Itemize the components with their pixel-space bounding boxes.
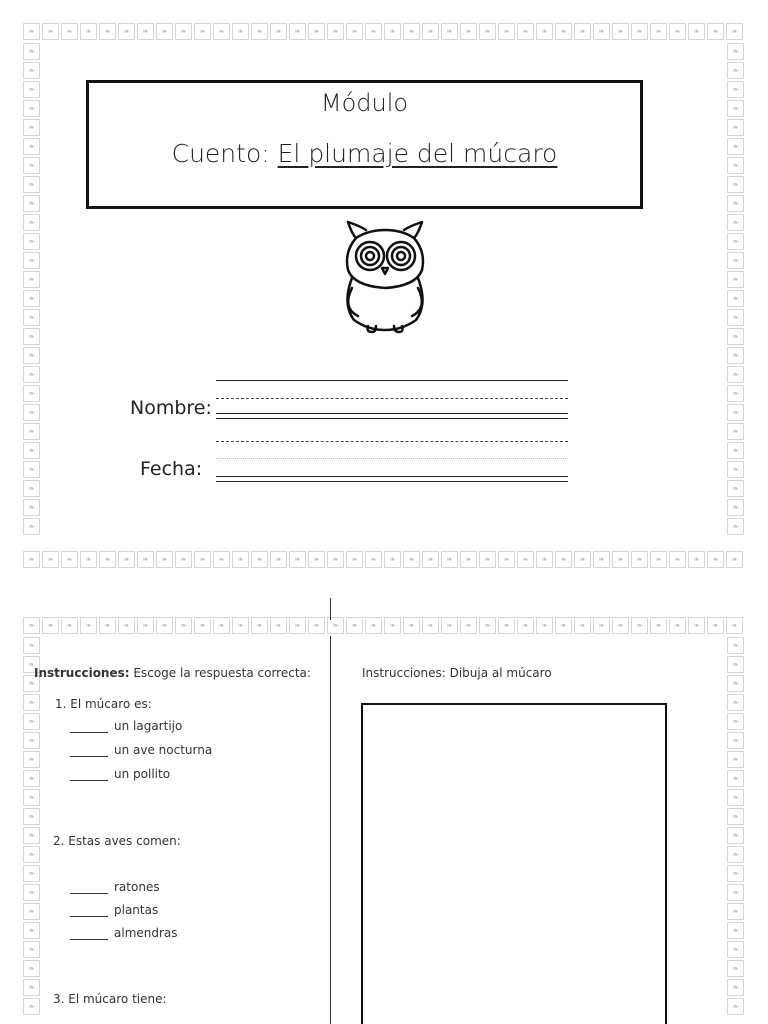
border-tile-icon: ❧ (346, 551, 363, 568)
answer-blank[interactable] (70, 928, 108, 940)
name-line-base2 (216, 418, 568, 419)
border-tile-icon: ❧ (403, 551, 420, 568)
border-tile-icon: ❧ (727, 290, 744, 307)
border-tile-icon: ❧ (23, 770, 40, 787)
border-tile-icon: ❧ (23, 176, 40, 193)
story-prefix: Cuento: (171, 139, 270, 168)
border-tile-icon: ❧ (536, 551, 553, 568)
border-tile-icon: ❧ (23, 518, 40, 535)
border-tile-icon: ❧ (42, 23, 59, 40)
border-tile-icon: ❧ (727, 461, 744, 478)
border-tile-icon: ❧ (289, 23, 306, 40)
border-tile-icon: ❧ (555, 551, 572, 568)
border-tile-icon: ❧ (213, 23, 230, 40)
answer-blank[interactable] (70, 721, 108, 733)
border-tile-icon: ❧ (727, 941, 744, 958)
border-tile-icon: ❧ (727, 328, 744, 345)
border-tile-icon: ❧ (175, 23, 192, 40)
border-tile-icon: ❧ (346, 617, 363, 634)
border-tile-icon: ❧ (555, 23, 572, 40)
border-tile-icon: ❧ (270, 23, 287, 40)
border-tile-icon: ❧ (365, 617, 382, 634)
border-tile-icon: ❧ (23, 347, 40, 364)
border-tile-icon: ❧ (536, 23, 553, 40)
title-box (86, 80, 643, 209)
border-tile-icon: ❧ (727, 998, 744, 1015)
border-tile-icon: ❧ (441, 617, 458, 634)
border-tile-icon: ❧ (23, 461, 40, 478)
option-1b[interactable] (70, 743, 212, 757)
border-tile-icon: ❧ (23, 499, 40, 516)
border-tile-icon: ❧ (727, 979, 744, 996)
border-tile-icon: ❧ (80, 551, 97, 568)
border-tile-icon: ❧ (727, 309, 744, 326)
border-tile-icon: ❧ (99, 23, 116, 40)
border-tile-icon: ❧ (517, 23, 534, 40)
left-instructions-bold: Instrucciones: (34, 666, 130, 680)
option-1c[interactable] (70, 767, 170, 781)
border-tile-icon: ❧ (727, 499, 744, 516)
border-tile-icon: ❧ (61, 551, 78, 568)
date-label: Fecha: (140, 458, 203, 480)
border-tile-icon: ❧ (270, 617, 287, 634)
border-tile-icon: ❧ (727, 713, 744, 730)
border-tile-icon: ❧ (727, 480, 744, 497)
border-tile-icon: ❧ (23, 138, 40, 155)
border-tile-icon: ❧ (289, 617, 306, 634)
option-label: ratones (114, 880, 160, 894)
border-tile-icon: ❧ (727, 865, 744, 882)
border-tile-icon: ❧ (23, 694, 40, 711)
border-tile-icon: ❧ (118, 617, 135, 634)
border-tile-icon: ❧ (574, 551, 591, 568)
border-tile-icon: ❧ (612, 551, 629, 568)
border-tile-icon: ❧ (23, 119, 40, 136)
border-tile-icon: ❧ (727, 808, 744, 825)
border-tile-icon: ❧ (23, 404, 40, 421)
question-1: 1. El múcaro es: (55, 697, 152, 711)
border-tile-icon: ❧ (23, 922, 40, 939)
border-tile-icon: ❧ (23, 62, 40, 79)
border-tile-icon: ❧ (118, 551, 135, 568)
border-tile-icon: ❧ (23, 366, 40, 383)
date-line-base[interactable] (216, 476, 568, 477)
border-tile-icon: ❧ (403, 23, 420, 40)
owl-illustration (338, 212, 433, 334)
story-line (89, 139, 640, 168)
option-label: un ave nocturna (114, 743, 213, 757)
border-tile-icon: ❧ (23, 290, 40, 307)
border-tile-icon: ❧ (346, 23, 363, 40)
border-tile-icon: ❧ (23, 637, 40, 654)
border-tile-icon: ❧ (707, 617, 724, 634)
border-tile-icon: ❧ (727, 233, 744, 250)
border-tile-icon: ❧ (574, 23, 591, 40)
border-tile-icon: ❧ (308, 23, 325, 40)
border-tile-icon: ❧ (327, 551, 344, 568)
border-tile-icon: ❧ (727, 195, 744, 212)
worksheet-border-left (22, 636, 42, 1024)
border-tile-icon: ❧ (517, 617, 534, 634)
name-line-base[interactable] (216, 413, 568, 414)
worksheet-border-top (22, 616, 746, 636)
border-tile-icon: ❧ (669, 617, 686, 634)
border-tile-icon: ❧ (650, 23, 667, 40)
border-tile-icon: ❧ (479, 23, 496, 40)
border-tile-icon: ❧ (23, 656, 40, 673)
left-instructions-text: Escoge la respuesta correcta: (133, 666, 311, 680)
border-tile-icon: ❧ (403, 617, 420, 634)
border-tile-icon: ❧ (727, 694, 744, 711)
border-tile-icon: ❧ (23, 214, 40, 231)
border-tile-icon: ❧ (308, 617, 325, 634)
border-tile-icon: ❧ (688, 551, 705, 568)
border-tile-icon: ❧ (23, 480, 40, 497)
border-tile-icon: ❧ (727, 518, 744, 535)
border-tile-icon: ❧ (175, 617, 192, 634)
border-tile-icon: ❧ (574, 617, 591, 634)
module-title: Módulo (320, 89, 409, 117)
border-tile-icon: ❧ (194, 617, 211, 634)
border-tile-icon: ❧ (23, 157, 40, 174)
date-line-mid (216, 458, 568, 459)
border-tile-icon: ❧ (23, 81, 40, 98)
border-tile-icon: ❧ (727, 138, 744, 155)
border-tile-icon: ❧ (23, 732, 40, 749)
border-tile-icon: ❧ (727, 100, 744, 117)
border-tile-icon: ❧ (194, 23, 211, 40)
border-tile-icon: ❧ (517, 551, 534, 568)
option-label: plantas (114, 903, 159, 917)
border-tile-icon: ❧ (251, 23, 268, 40)
border-tile-icon: ❧ (23, 195, 40, 212)
border-tile-icon: ❧ (727, 846, 744, 863)
border-tile-icon: ❧ (137, 551, 154, 568)
border-tile-icon: ❧ (727, 366, 744, 383)
border-tile-icon: ❧ (99, 617, 116, 634)
option-2a[interactable] (70, 880, 160, 894)
border-tile-icon: ❧ (631, 617, 648, 634)
border-tile-icon: ❧ (460, 23, 477, 40)
border-tile-icon: ❧ (23, 423, 40, 440)
border-tile-icon: ❧ (727, 960, 744, 977)
border-tile-icon: ❧ (727, 884, 744, 901)
border-tile-icon: ❧ (61, 617, 78, 634)
border-tile-icon: ❧ (137, 617, 154, 634)
border-tile-icon: ❧ (727, 903, 744, 920)
border-tile-icon: ❧ (727, 656, 744, 673)
border-tile-icon: ❧ (213, 551, 230, 568)
border-tile-icon: ❧ (61, 23, 78, 40)
border-tile-icon: ❧ (23, 385, 40, 402)
worksheet-border-right (726, 636, 746, 1024)
border-tile-icon: ❧ (422, 23, 439, 40)
border-tile-icon: ❧ (726, 617, 743, 634)
border-tile-icon: ❧ (99, 551, 116, 568)
border-tile-icon: ❧ (727, 271, 744, 288)
border-tile-icon: ❧ (727, 43, 744, 60)
border-tile-icon: ❧ (270, 551, 287, 568)
border-tile-icon: ❧ (422, 551, 439, 568)
page-split-mark (330, 598, 331, 620)
border-tile-icon: ❧ (23, 960, 40, 977)
border-tile-icon: ❧ (23, 252, 40, 269)
border-tile-icon: ❧ (498, 551, 515, 568)
column-divider (330, 636, 331, 1024)
answer-blank[interactable] (70, 769, 108, 781)
border-tile-icon: ❧ (42, 617, 59, 634)
border-tile-icon: ❧ (23, 675, 40, 692)
date-line-base2 (216, 481, 568, 482)
border-tile-icon: ❧ (23, 233, 40, 250)
border-tile-icon: ❧ (727, 176, 744, 193)
border-tile-icon: ❧ (727, 252, 744, 269)
border-tile-icon: ❧ (384, 551, 401, 568)
border-tile-icon: ❧ (23, 271, 40, 288)
border-tile-icon: ❧ (23, 23, 40, 40)
border-tile-icon: ❧ (727, 732, 744, 749)
border-tile-icon: ❧ (707, 551, 724, 568)
border-tile-icon: ❧ (80, 617, 97, 634)
option-label: un pollito (114, 767, 171, 781)
border-tile-icon: ❧ (384, 617, 401, 634)
border-tile-icon: ❧ (441, 23, 458, 40)
border-tile-icon: ❧ (727, 404, 744, 421)
border-tile-icon: ❧ (156, 23, 173, 40)
border-tile-icon: ❧ (669, 23, 686, 40)
border-tile-icon: ❧ (593, 617, 610, 634)
border-tile-icon: ❧ (213, 617, 230, 634)
border-tile-icon: ❧ (498, 617, 515, 634)
option-1a[interactable] (70, 719, 182, 733)
option-label: un lagartijo (114, 719, 183, 733)
border-tile-icon: ❧ (23, 617, 40, 634)
border-tile-icon: ❧ (593, 23, 610, 40)
border-tile-icon: ❧ (727, 770, 744, 787)
border-tile-icon: ❧ (726, 23, 743, 40)
border-tile-icon: ❧ (727, 157, 744, 174)
border-left (22, 42, 42, 550)
name-label: Nombre: (130, 397, 212, 419)
border-tile-icon: ❧ (422, 617, 439, 634)
border-tile-icon: ❧ (460, 551, 477, 568)
border-tile-icon: ❧ (727, 637, 744, 654)
border-tile-icon: ❧ (327, 617, 344, 634)
border-tile-icon: ❧ (726, 551, 743, 568)
border-tile-icon: ❧ (156, 617, 173, 634)
question-3: 3. El múcaro tiene: (53, 992, 167, 1006)
border-tile-icon: ❧ (727, 214, 744, 231)
border-tile-icon: ❧ (650, 551, 667, 568)
border-tile-icon: ❧ (498, 23, 515, 40)
border-tile-icon: ❧ (23, 328, 40, 345)
border-tile-icon: ❧ (365, 551, 382, 568)
border-tile-icon: ❧ (727, 789, 744, 806)
border-tile-icon: ❧ (137, 23, 154, 40)
right-instructions: Instrucciones: Dibuja al múcaro (362, 666, 552, 680)
border-tile-icon: ❧ (23, 979, 40, 996)
border-tile-icon: ❧ (23, 713, 40, 730)
border-tile-icon: ❧ (384, 23, 401, 40)
border-tile-icon: ❧ (727, 347, 744, 364)
border-tile-icon: ❧ (251, 551, 268, 568)
border-tile-icon: ❧ (23, 43, 40, 60)
border-tile-icon: ❧ (232, 617, 249, 634)
border-tile-icon: ❧ (669, 551, 686, 568)
answer-blank[interactable] (70, 905, 108, 917)
option-2c[interactable] (70, 926, 178, 940)
border-top (22, 22, 746, 42)
border-tile-icon: ❧ (727, 423, 744, 440)
border-tile-icon: ❧ (232, 23, 249, 40)
border-tile-icon: ❧ (327, 23, 344, 40)
border-tile-icon: ❧ (308, 551, 325, 568)
border-tile-icon: ❧ (612, 23, 629, 40)
border-tile-icon: ❧ (688, 617, 705, 634)
border-tile-icon: ❧ (688, 23, 705, 40)
border-tile-icon: ❧ (460, 617, 477, 634)
option-2b[interactable] (70, 903, 158, 917)
border-tile-icon: ❧ (612, 617, 629, 634)
border-tile-icon: ❧ (479, 617, 496, 634)
border-tile-icon: ❧ (727, 119, 744, 136)
border-tile-icon: ❧ (23, 846, 40, 863)
border-tile-icon: ❧ (23, 751, 40, 768)
border-tile-icon: ❧ (175, 551, 192, 568)
option-label: almendras (114, 926, 178, 940)
border-tile-icon: ❧ (555, 617, 572, 634)
border-tile-icon: ❧ (727, 62, 744, 79)
border-tile-icon: ❧ (194, 551, 211, 568)
border-tile-icon: ❧ (727, 751, 744, 768)
border-tile-icon: ❧ (23, 884, 40, 901)
border-tile-icon: ❧ (23, 941, 40, 958)
border-tile-icon: ❧ (23, 100, 40, 117)
border-right (726, 42, 746, 550)
border-tile-icon: ❧ (80, 23, 97, 40)
border-tile-icon: ❧ (727, 827, 744, 844)
border-tile-icon: ❧ (23, 827, 40, 844)
story-title: El plumaje del múcaro (277, 139, 558, 168)
border-tile-icon: ❧ (727, 385, 744, 402)
border-tile-icon: ❧ (23, 998, 40, 1015)
answer-blank[interactable] (70, 745, 108, 757)
name-line-mid (216, 398, 568, 399)
border-tile-icon: ❧ (23, 865, 40, 882)
border-tile-icon: ❧ (479, 551, 496, 568)
border-tile-icon: ❧ (631, 551, 648, 568)
border-tile-icon: ❧ (727, 922, 744, 939)
border-tile-icon: ❧ (593, 551, 610, 568)
border-tile-icon: ❧ (441, 551, 458, 568)
border-tile-icon: ❧ (251, 617, 268, 634)
date-line-top (216, 441, 568, 442)
border-tile-icon: ❧ (707, 23, 724, 40)
border-tile-icon: ❧ (118, 23, 135, 40)
border-tile-icon: ❧ (23, 442, 40, 459)
question-2: 2. Estas aves comen: (53, 834, 181, 848)
border-tile-icon: ❧ (631, 23, 648, 40)
border-tile-icon: ❧ (23, 551, 40, 568)
border-tile-icon: ❧ (727, 81, 744, 98)
border-tile-icon: ❧ (156, 551, 173, 568)
drawing-box[interactable] (361, 703, 667, 1024)
border-bottom (22, 550, 746, 570)
border-tile-icon: ❧ (23, 309, 40, 326)
border-tile-icon: ❧ (289, 551, 306, 568)
name-line-top (216, 380, 568, 381)
answer-blank[interactable] (70, 882, 108, 894)
border-tile-icon: ❧ (365, 23, 382, 40)
border-tile-icon: ❧ (23, 808, 40, 825)
border-tile-icon: ❧ (536, 617, 553, 634)
border-tile-icon: ❧ (650, 617, 667, 634)
left-instructions (34, 666, 311, 680)
border-tile-icon: ❧ (23, 903, 40, 920)
border-tile-icon: ❧ (727, 675, 744, 692)
border-tile-icon: ❧ (42, 551, 59, 568)
border-tile-icon: ❧ (232, 551, 249, 568)
border-tile-icon: ❧ (727, 442, 744, 459)
border-tile-icon: ❧ (23, 789, 40, 806)
